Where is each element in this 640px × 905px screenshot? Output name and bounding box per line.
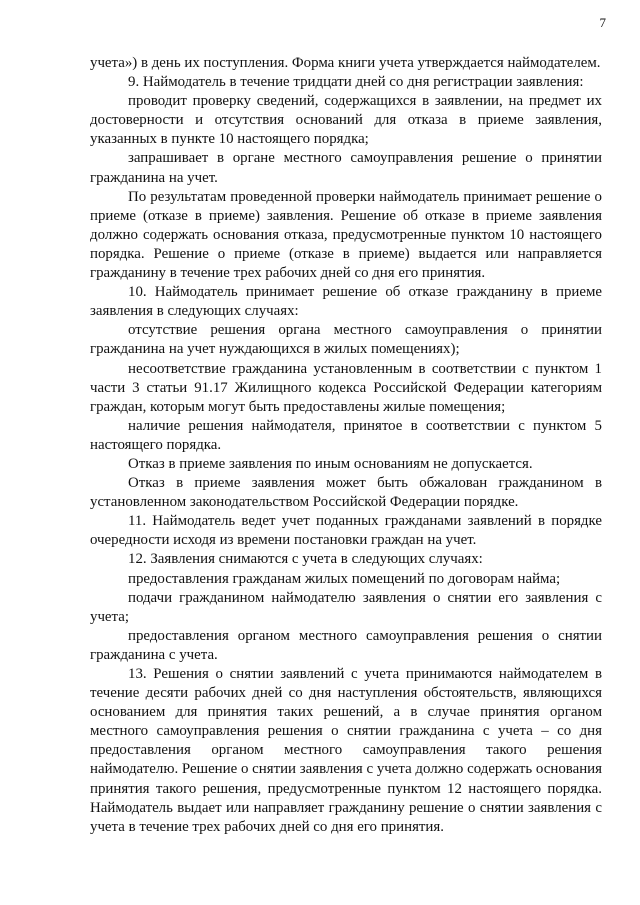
paragraph-item-9-check: проводит проверку сведений, содержащихся в заявлении, на предмет их достоверности и отсутствия оснований для отказа в приеме заявления, указанных в пункте 10 настоящего порядка; xyxy=(90,93,602,148)
paragraph-item-9-decision: По результатам проведенной проверки наймодатель принимает решение о приеме (отказе в приеме) заявления. Решение об отказе в приеме заявления должно содержать основания отказа, предусмотренные пунктом 10 настоящего порядка. Решение о приеме (отказе в приеме) выдается или направляется гражданину в течение трех рабочих дней со дня его принятия. xyxy=(90,188,602,282)
paragraph-continuation: учета») в день их поступления. Форма книги учета утверждается наймодателем. xyxy=(90,55,601,71)
paragraph-item-10: 10. Наймодатель принимает решение об отказе гражданину в приеме заявления в следующих случаях: xyxy=(90,284,602,320)
paragraph-item-12: 12. Заявления снимаются с учета в следующих случаях: xyxy=(128,551,483,568)
paragraph-item-9: 9. Наймодатель в течение тридцати дней со дня регистрации заявления: xyxy=(128,74,584,91)
paragraph-item-13: 13. Решения о снятии заявлений с учета принимаются наймодателем в течение десяти рабочих дней со дня наступления обстоятельств, являющихся основанием для принятия таких решений, а в случае принятия органом местного самоуправления решения о снятии гражданина с учета – со дня предоставления органом местного самоуправления такого решения наймодателю. Решение о снятии заявления с учета должно содержать основания принятия такого решения, предусмотренные пунктом 12 настоящего порядка. Наймодатель выдает или направляет гражданину решение о снятии заявления с учета в течение трех рабочих дней со дня его принятия. xyxy=(90,666,602,835)
document-body xyxy=(90,54,602,837)
paragraph-item-10-appeal: Отказ в приеме заявления может быть обжалован гражданином в установленном законодательством Российской Федерации порядке. xyxy=(90,475,602,511)
paragraph-item-9-request: запрашивает в органе местного самоуправления решение о принятии гражданина на учет. xyxy=(90,150,602,186)
paragraph-item-10-case-3: наличие решения наймодателя, принятое в соответствии с пунктом 5 настоящего порядка. xyxy=(90,417,602,453)
paragraph-item-10-other-grounds: Отказ в приеме заявления по иным основаниям не допускается. xyxy=(128,455,533,472)
paragraph-item-11: 11. Наймодатель ведет учет поданных гражданами заявлений в порядке очередности исходя из времени постановки граждан на учет. xyxy=(90,513,602,549)
paragraph-item-10-case-1: отсутствие решения органа местного самоуправления о принятии гражданина на учет нуждающихся в жилых помещениях); xyxy=(90,322,602,358)
paragraph-item-12-case-2: подачи гражданином наймодателю заявления о снятии его заявления с учета; xyxy=(90,589,602,625)
paragraph-item-12-case-3: предоставления органом местного самоуправления решения о снятии гражданина с учета. xyxy=(90,627,602,663)
paragraph-item-10-case-2: несоответствие гражданина установленным в соответствии с пунктом 1 части 3 статьи 91.17 Жилищного кодекса Российской Федерации категориям граждан, которым могут быть предоставлены жилые помещения; xyxy=(90,360,602,415)
paragraph-item-12-case-1: предоставления гражданам жилых помещений по договорам найма; xyxy=(128,570,561,587)
page-number: 7 xyxy=(599,15,606,30)
